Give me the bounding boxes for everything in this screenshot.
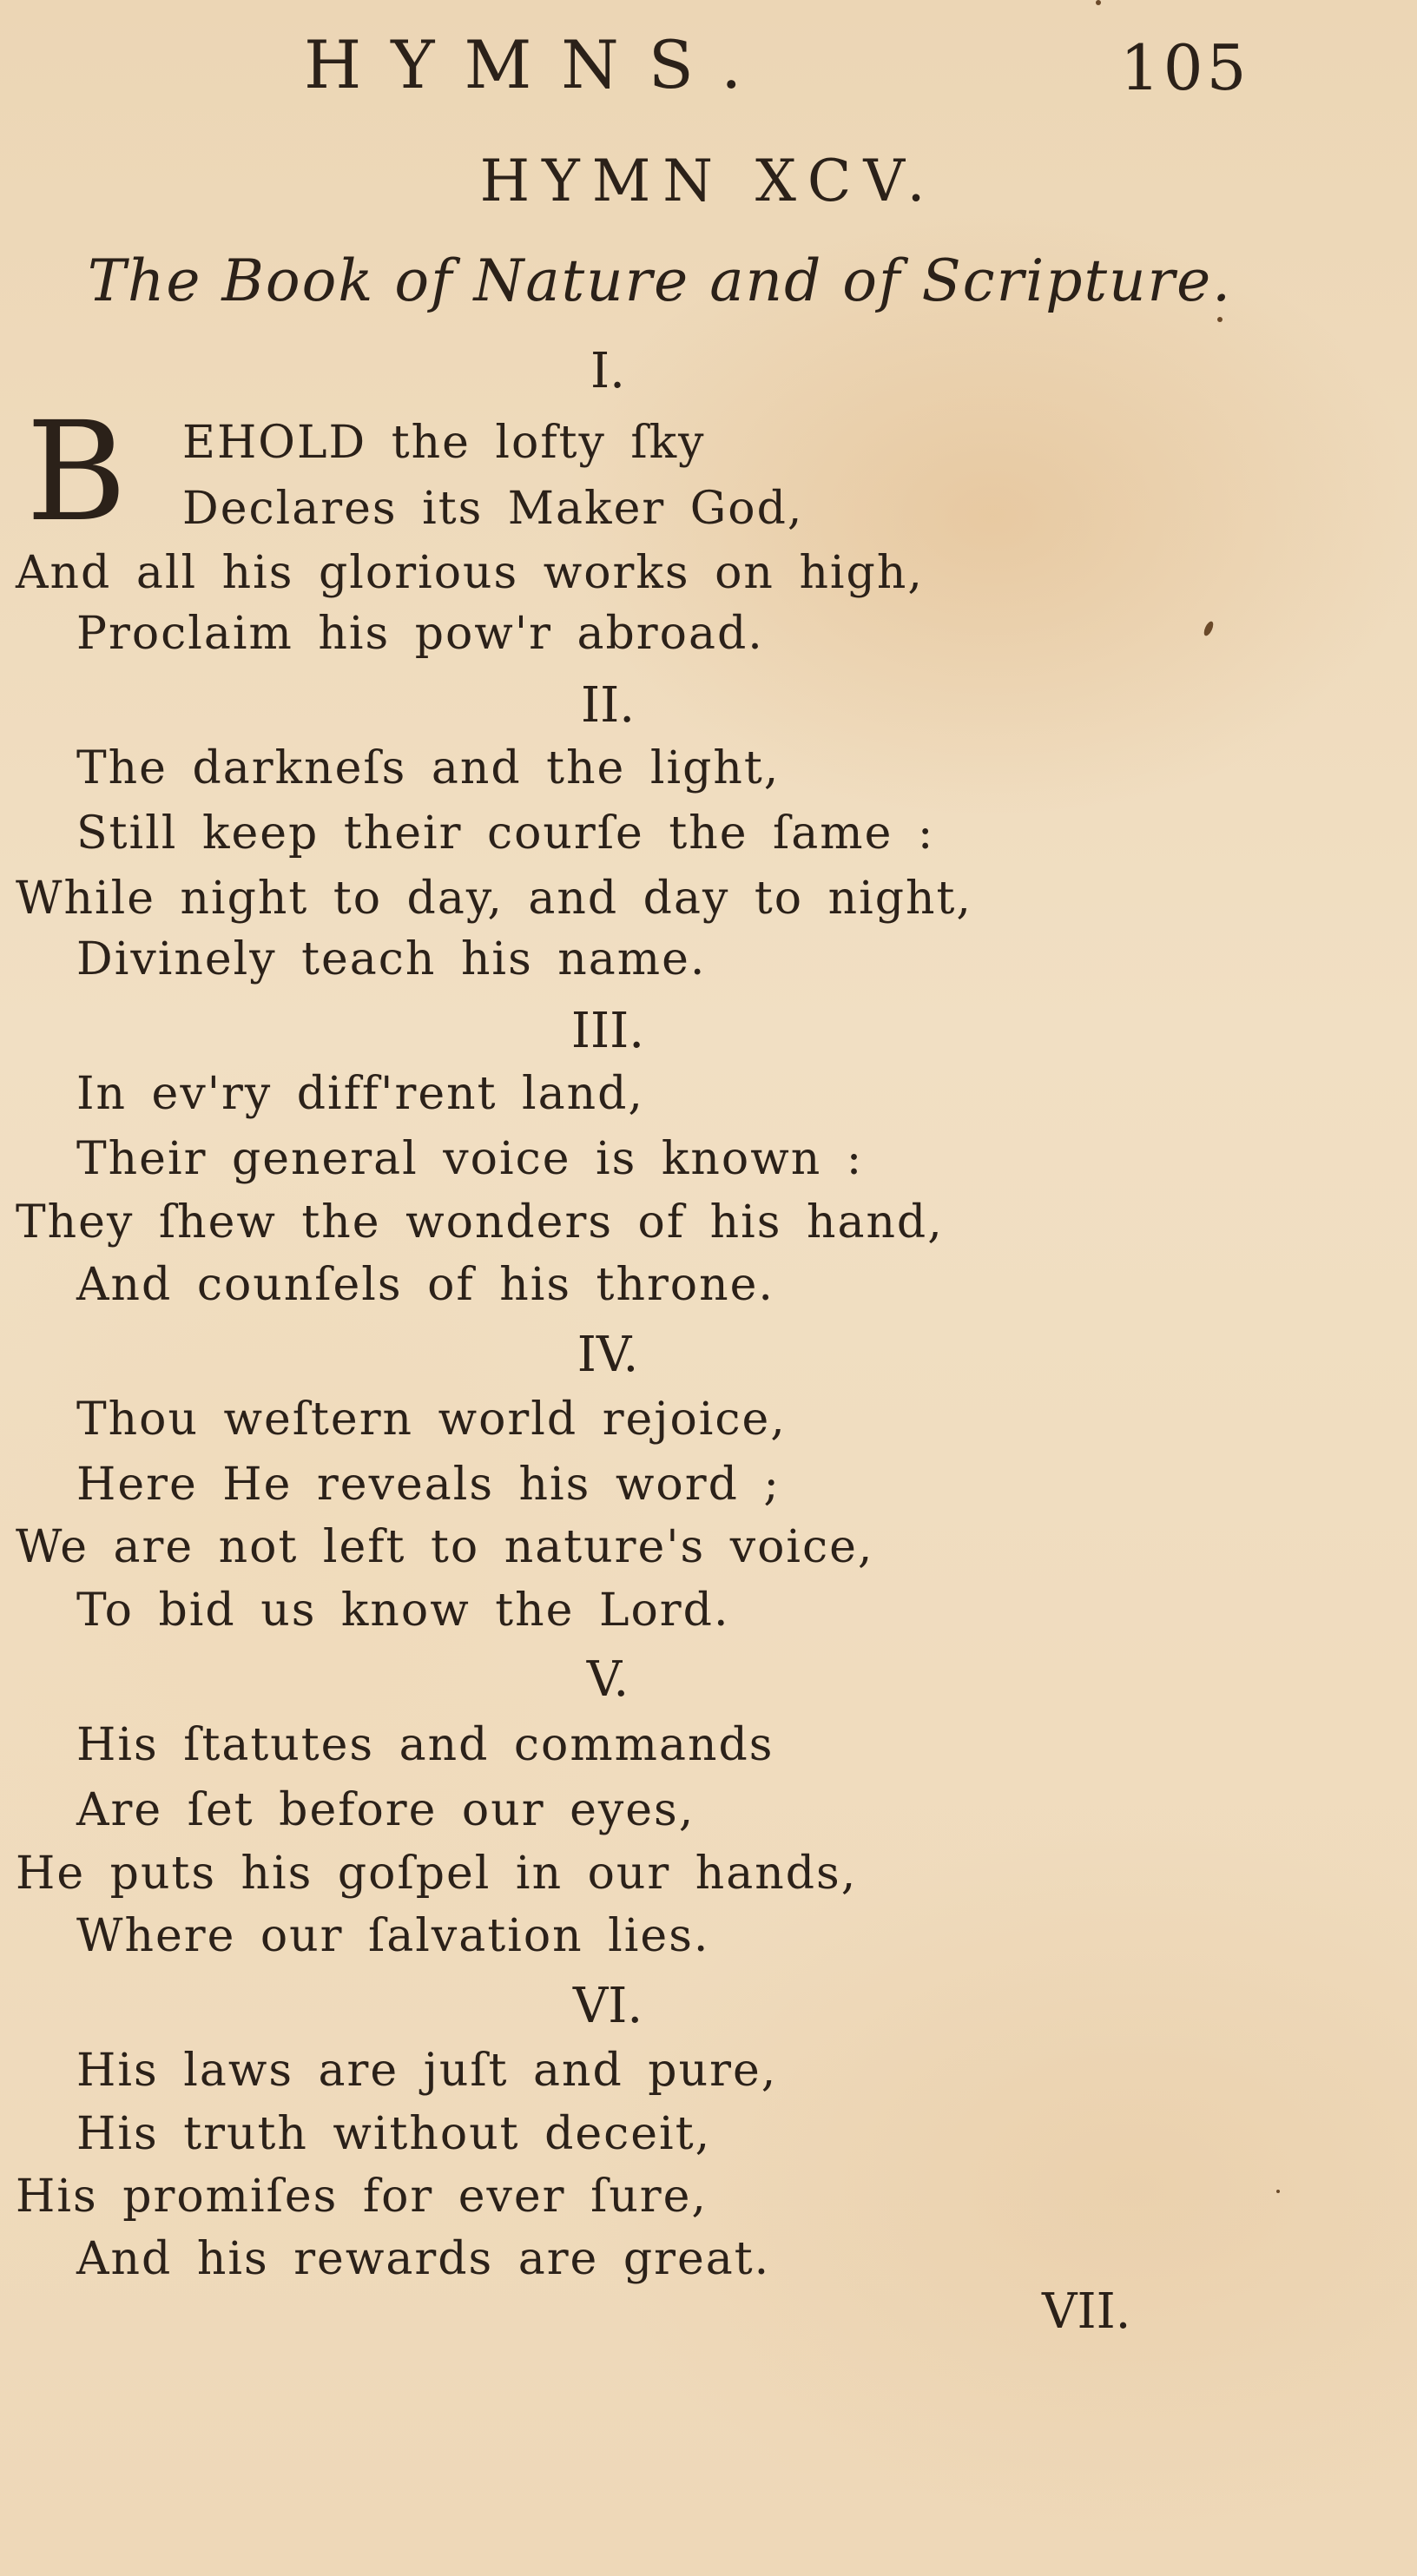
- stanza-1-line-4: Proclaim his pow'r abroad.: [76, 608, 764, 660]
- hymn-title: The Book of Nature and of Scripture.: [87, 247, 1233, 314]
- ink-speck: [1096, 0, 1101, 5]
- stanza-5-line-4: Where our ſalvation lies.: [76, 1910, 710, 1962]
- hymn-number: HYMN XCV.: [479, 148, 938, 214]
- stanza-3-line-2: Their general voice is known :: [76, 1133, 864, 1185]
- stanza-3-line-1: In ev'ry diff'rent land,: [76, 1068, 644, 1120]
- stanza-2-line-1: The darkneſs and the light,: [76, 742, 781, 794]
- drop-capital: B: [26, 392, 128, 552]
- stanza-3-line-3: They ſhew the wonders of his hand,: [16, 1196, 944, 1248]
- stanza-label-4: IV.: [577, 1327, 639, 1383]
- ink-speck: [1203, 620, 1216, 637]
- stanza-6-line-2: His truth without deceit,: [76, 2108, 712, 2160]
- page-number: 105: [1120, 31, 1250, 104]
- stanza-2-line-2: Still keep their courſe the ſame :: [76, 807, 935, 860]
- stanza-6-line-3: His promiſes for ever ſure,: [16, 2171, 708, 2223]
- stanza-4-line-1: Thou weſtern world rejoice,: [76, 1393, 787, 1446]
- stanza-label-3: III.: [570, 1003, 645, 1059]
- stanza-5-line-3: He puts his goſpel in our hands,: [16, 1848, 858, 1900]
- ink-speck: [1217, 317, 1223, 322]
- stanza-6-line-1: His laws are juſt and pure,: [76, 2045, 778, 2097]
- stanza-5-line-2: Are ſet before our eyes,: [76, 1784, 695, 1836]
- stanza-2-line-3: While night to day, and day to night,: [16, 873, 972, 925]
- stanza-label-2: II.: [580, 677, 636, 734]
- ink-speck: [1276, 2190, 1280, 2193]
- stanza-label-1: I.: [590, 343, 625, 399]
- stanza-6-line-4: And his rewards are great.: [76, 2233, 771, 2285]
- stanza-1-line-2: Declares its Maker God,: [182, 483, 804, 535]
- stanza-4-line-4: To bid us know the Lord.: [76, 1584, 730, 1637]
- stanza-2-line-4: Divinely teach his name.: [76, 933, 707, 985]
- stanza-5-line-1: His ſtatutes and commands: [76, 1719, 774, 1771]
- running-title: HYMNS.: [304, 26, 772, 103]
- catchword: VII.: [1042, 2283, 1131, 2340]
- stanza-1-line-3: And all his glorious works on high,: [16, 547, 924, 599]
- stanza-3-line-4: And counſels of his throne.: [76, 1259, 774, 1311]
- stanza-4-line-2: Here He reveals his word ;: [76, 1459, 781, 1511]
- stanza-1-line-1: EHOLD the lofty ſky: [182, 417, 706, 469]
- stanza-label-5: V.: [586, 1651, 629, 1708]
- stanza-4-line-3: We are not left to nature's voice,: [16, 1521, 874, 1573]
- stanza-label-6: VI.: [572, 1978, 643, 2034]
